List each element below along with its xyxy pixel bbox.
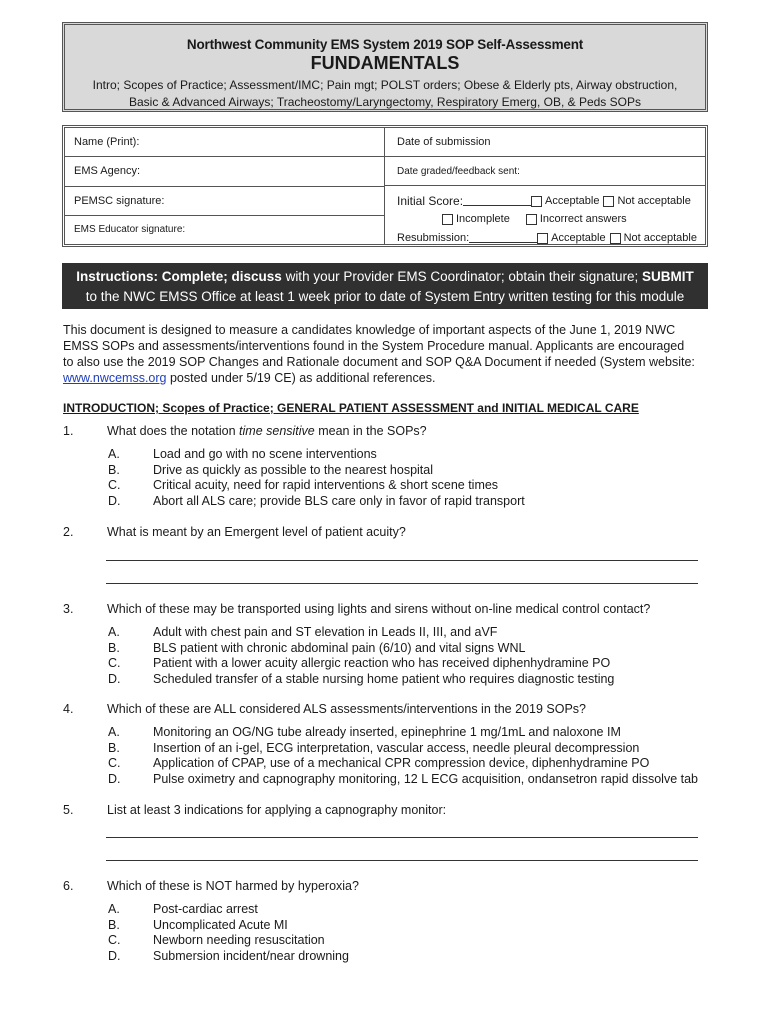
resub-acceptable-checkbox[interactable] bbox=[537, 233, 548, 244]
date-graded-field[interactable] bbox=[385, 157, 705, 186]
instructions-banner bbox=[62, 263, 708, 309]
score-area bbox=[385, 186, 705, 244]
question-text: What is meant by an Emergent level of patient acuity? bbox=[107, 525, 406, 539]
instructions-text-1: with your Provider EMS Coordinator; obtain their signature; bbox=[281, 269, 642, 284]
question-number: 1. bbox=[63, 424, 74, 438]
document-title: Northwest Community EMS System 2019 SOP Self-Assessment bbox=[186, 37, 584, 52]
agency-label: EMS Agency: bbox=[74, 165, 141, 178]
question-text: Which of these are ALL considered ALS assessments/interventions in the 2019 SOPs? bbox=[107, 702, 586, 716]
option-b[interactable]: B. Uncomplicated Acute MI bbox=[108, 917, 288, 932]
question-text: What does the notation time sensitive mean in the SOPs? bbox=[107, 424, 427, 438]
option-d[interactable]: D. Scheduled transfer of a stable nursing home patient who requires diagnostic testing bbox=[108, 672, 615, 687]
option-a[interactable]: A. Monitoring an OG/NG tube already inserted, epinephrine 1 mg/1mL and naloxone IM bbox=[108, 725, 621, 739]
incomplete-checkbox[interactable] bbox=[442, 214, 453, 225]
date-submission-field[interactable] bbox=[385, 128, 705, 157]
option-c[interactable]: C. Application of CPAP, use of a mechanical CPR compression device, diphenhydramine PO bbox=[108, 756, 650, 771]
intro-line-2: EMSS SOPs and assessments/interventions found in the System Procedure manual. Applicants are encouraged bbox=[63, 339, 685, 353]
option-b[interactable]: B. Drive as quickly as possible to the nearest hospital bbox=[108, 462, 434, 477]
section-heading: INTRODUCTION; Scopes of Practice; GENERAL PATIENT ASSESSMENT and INITIAL MEDICAL CARE bbox=[63, 401, 639, 415]
educator-label: EMS Educator signature: bbox=[74, 224, 186, 236]
initial-not-acceptable-checkbox[interactable] bbox=[603, 196, 614, 207]
resubmission-blank[interactable] bbox=[469, 233, 537, 243]
intro-line-4: posted under 5/19 CE) as additional references. bbox=[166, 371, 436, 385]
question-number: 5. bbox=[63, 803, 74, 817]
initial-acceptable-checkbox[interactable] bbox=[531, 196, 542, 207]
option-c[interactable]: C. Patient with a lower acuity allergic reaction who has received diphenhydramine PO bbox=[108, 656, 611, 671]
question-text: Which of these is NOT harmed by hyperoxia? bbox=[107, 879, 359, 893]
title-box bbox=[62, 22, 708, 112]
resub-acceptable-label: Acceptable bbox=[551, 232, 606, 244]
question-number: 6. bbox=[63, 879, 74, 893]
incorrect-answers-checkbox[interactable] bbox=[526, 214, 537, 225]
option-b[interactable]: B. BLS patient with chronic abdominal pain (6/10) and vital signs WNL bbox=[108, 640, 526, 655]
initial-score-label: Initial Score: bbox=[397, 194, 464, 208]
incorrect-answers-label: Incorrect answers bbox=[539, 213, 627, 225]
intro-paragraph bbox=[63, 322, 713, 386]
option-b[interactable]: B. Insertion of an i-gel, ECG interpretation, vascular access, needle pleural decompression bbox=[108, 740, 640, 755]
resub-not-acceptable-label: Not acceptable bbox=[623, 232, 697, 244]
agency-field[interactable] bbox=[65, 157, 384, 186]
info-form-table bbox=[62, 125, 708, 247]
option-a[interactable]: A. Load and go with no scene interventions bbox=[108, 447, 377, 461]
initial-acceptable-label: Acceptable bbox=[545, 195, 600, 207]
answer-line[interactable] bbox=[106, 837, 698, 838]
option-a[interactable]: A. Post-cardiac arrest bbox=[108, 902, 258, 916]
option-d[interactable]: D. Submersion incident/near drowning bbox=[108, 949, 349, 964]
name-field[interactable] bbox=[65, 128, 384, 157]
answer-line[interactable] bbox=[106, 583, 698, 584]
pemsc-label: PEMSC signature: bbox=[74, 194, 165, 207]
topics-line-2: Basic & Advanced Airways; Tracheostomy/Laryngectomy, Respiratory Emerg, OB, & Peds SOPs bbox=[129, 95, 641, 109]
option-d[interactable]: D. Abort all ALS care; provide BLS care only in favor of rapid transport bbox=[108, 494, 525, 509]
date-submission-label: Date of submission bbox=[397, 136, 491, 148]
question-text: Which of these may be transported using lights and sirens without on-line medical control contact? bbox=[107, 602, 651, 616]
module-title: FUNDAMENTALS bbox=[310, 53, 460, 73]
question-number: 3. bbox=[63, 602, 74, 616]
initial-not-acceptable-label: Not acceptable bbox=[617, 195, 691, 207]
instructions-text-2: to the NWC EMSS Office at least 1 week prior to date of System Entry written testing for this module bbox=[85, 289, 685, 304]
intro-line-3: to also use the 2019 SOP Changes and Rationale document and SOP Q&A Document if needed (System website: bbox=[63, 355, 695, 369]
instructions-bold-2: SUBMIT bbox=[641, 269, 694, 284]
resub-not-acceptable-checkbox[interactable] bbox=[610, 233, 621, 244]
incomplete-label: Incomplete bbox=[456, 213, 510, 225]
name-label: Name (Print): bbox=[74, 136, 140, 149]
resubmission-label: Resubmission: bbox=[397, 232, 470, 244]
question-number: 4. bbox=[63, 702, 74, 716]
instructions-bold-1: Instructions: Complete; discuss bbox=[76, 269, 282, 284]
option-d[interactable]: D. Pulse oximetry and capnography monitoring, 12 L ECG acquisition, ondansetron rapid dissolve tab bbox=[108, 772, 698, 787]
question-number: 2. bbox=[63, 525, 74, 539]
educator-signature-field[interactable] bbox=[65, 216, 384, 244]
answer-line[interactable] bbox=[106, 560, 698, 561]
initial-score-blank[interactable] bbox=[463, 196, 531, 206]
pemsc-signature-field[interactable] bbox=[65, 187, 384, 216]
website-link[interactable]: www.nwcemss.org bbox=[63, 371, 167, 385]
option-c[interactable]: C. Critical acuity, need for rapid interventions & short scene times bbox=[108, 478, 499, 493]
option-a[interactable]: A. Adult with chest pain and ST elevation in Leads II, III, and aVF bbox=[108, 625, 498, 639]
answer-line[interactable] bbox=[106, 860, 698, 861]
intro-line-1: This document is designed to measure a candidates knowledge of important aspects of the June 1, 2019 NWC bbox=[63, 323, 676, 337]
option-c[interactable]: C. Newborn needing resuscitation bbox=[108, 933, 325, 948]
date-graded-label: Date graded/feedback sent: bbox=[397, 165, 520, 177]
topics-line-1: Intro; Scopes of Practice; Assessment/IMC; Pain mgt; POLST orders; Obese & Elderly pts, Airway obstruction, bbox=[92, 78, 678, 92]
question-text: List at least 3 indications for applying a capnography monitor: bbox=[107, 803, 447, 817]
